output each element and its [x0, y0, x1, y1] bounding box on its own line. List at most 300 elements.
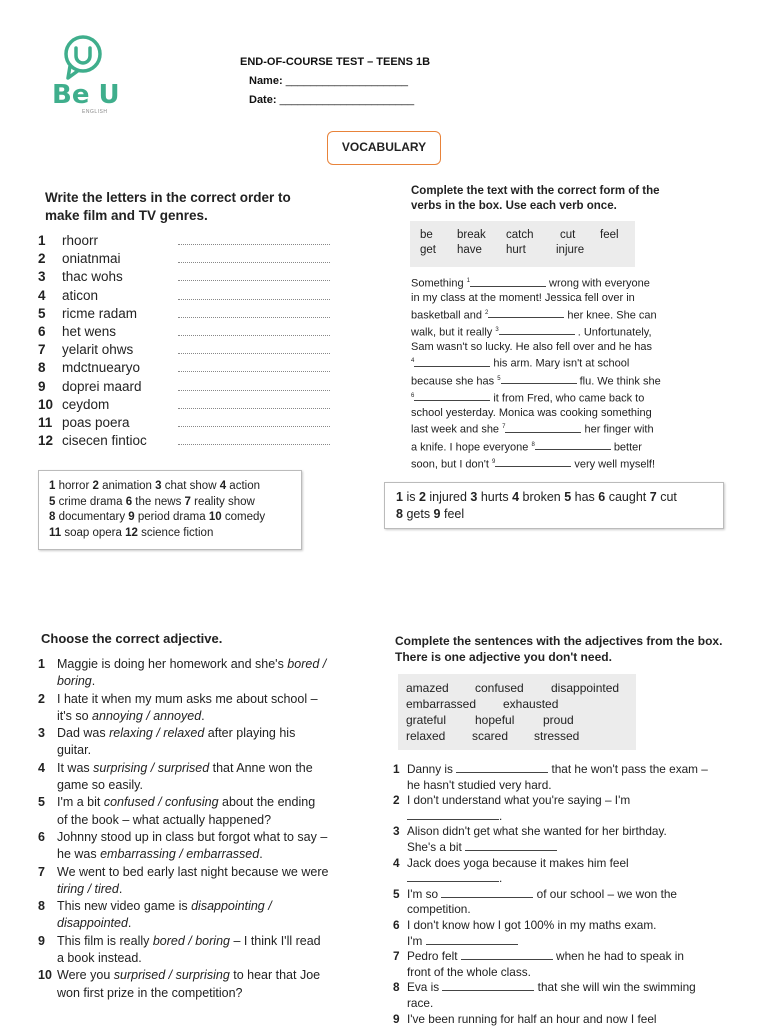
ex4-list — [393, 762, 728, 1027]
adjective-question — [38, 898, 373, 933]
gap-blank[interactable] — [465, 841, 557, 851]
item-number: 5 — [393, 887, 407, 918]
text-line — [411, 274, 676, 291]
verb-option: catch — [506, 229, 534, 241]
text-line — [411, 455, 676, 472]
name-line[interactable]: ____________________ — [286, 75, 408, 87]
speech-bubble-logo-icon — [60, 34, 106, 80]
scrambled-word-row — [38, 324, 338, 342]
sentence-line — [407, 871, 629, 887]
sentence-line — [407, 809, 630, 825]
item-number: 4 — [38, 760, 57, 795]
adjective-option: scared — [472, 728, 508, 744]
adjective-choice[interactable]: annoying / annoyed — [92, 709, 201, 723]
name-label: Name: — [249, 75, 283, 87]
adjective-option: exhausted — [503, 696, 558, 712]
sentence-line — [407, 762, 708, 778]
name-row — [249, 75, 408, 87]
text-segment: I hate it when my mum asks me about school – — [57, 692, 318, 706]
answer-text: science fiction — [141, 527, 213, 539]
ex2-instruction-line: verbs in the box. Use each verb once. — [411, 199, 660, 214]
scrambled-word: ricme radam — [62, 306, 178, 321]
sentence-item — [393, 824, 728, 855]
verb-option: have — [457, 244, 482, 256]
adjective-choice[interactable]: boring — [57, 674, 92, 688]
sentence-item — [393, 762, 728, 793]
text-segment: This new video game is — [57, 899, 191, 913]
text-line — [411, 420, 676, 437]
text-segment: I'm so — [407, 887, 441, 901]
verb-option: cut — [560, 229, 575, 241]
answer-line[interactable] — [178, 363, 330, 372]
text-segment: . — [119, 882, 122, 896]
answer-line[interactable] — [178, 400, 330, 409]
adjective-question — [38, 725, 373, 760]
answer-text: gets — [406, 507, 433, 521]
question-line — [57, 898, 272, 915]
text-segment: I don't know how I got 100% in my maths exam. — [407, 918, 656, 932]
answer-line-row — [49, 495, 291, 511]
question-text — [57, 933, 321, 968]
sentence-item — [393, 793, 728, 824]
text-line — [411, 291, 676, 306]
item-number: 2 — [38, 691, 57, 726]
sentence-line — [407, 980, 696, 996]
sentence-line — [407, 934, 656, 950]
answer-text: the news — [135, 496, 184, 508]
sentence-text — [407, 762, 708, 793]
adjective-choice[interactable]: disappointed — [57, 916, 128, 930]
text-segment: his arm. Mary isn't at school — [493, 358, 629, 370]
scrambled-word-row — [38, 433, 338, 451]
adjective-row — [406, 696, 636, 712]
question-text — [57, 794, 315, 829]
gap-blank[interactable] — [488, 308, 564, 318]
text-segment: – I think I'll read — [230, 934, 321, 948]
text-segment: Jack does yoga because it makes him feel — [407, 856, 629, 870]
verb-option: be — [420, 229, 433, 241]
text-segment: won first prize in the competition? — [57, 986, 243, 1000]
adjective-choice[interactable]: tiring / tired — [57, 882, 119, 896]
answer-text: hurts — [481, 490, 512, 504]
text-segment: I'm a bit — [57, 795, 104, 809]
sentence-line — [407, 840, 667, 856]
answer-number: 12 — [125, 527, 141, 539]
text-segment: about the ending — [219, 795, 316, 809]
answer-line[interactable] — [178, 272, 330, 281]
adjective-choice[interactable]: surprising / surprised — [93, 761, 209, 775]
answer-line[interactable] — [178, 291, 330, 300]
adjective-option: amazed — [406, 680, 449, 696]
ex4-adjective-box — [398, 674, 636, 750]
sentence-item — [393, 856, 728, 887]
gap-number: 6 — [411, 393, 414, 399]
question-line — [57, 691, 318, 708]
text-segment: . — [499, 809, 502, 823]
text-line — [411, 306, 676, 323]
adjective-question — [38, 760, 373, 795]
item-number: 3 — [38, 269, 62, 284]
adjective-question — [38, 864, 373, 899]
scrambled-word: rhoorr — [62, 233, 178, 248]
gap-number: 3 — [495, 327, 498, 333]
answer-number: 6 — [598, 490, 608, 504]
logo-sub: ENGLISH — [82, 109, 107, 115]
answer-line[interactable] — [178, 236, 330, 245]
gap-blank[interactable] — [495, 457, 571, 467]
gap-number: 7 — [502, 424, 505, 430]
item-number: 6 — [393, 918, 407, 949]
text-segment: that Anne won the — [209, 761, 313, 775]
text-segment: Sam wasn't so lucky. He also fell over and he has — [411, 341, 652, 353]
adjective-option: relaxed — [406, 728, 445, 744]
sentence-text — [407, 856, 629, 887]
sentence-text — [407, 793, 630, 824]
text-line — [411, 372, 676, 389]
scrambled-word: het wens — [62, 324, 178, 339]
adjective-row — [406, 712, 636, 728]
answer-line[interactable] — [178, 327, 330, 336]
logo-brand: Be U — [52, 80, 120, 110]
text-segment: front of the whole class. — [407, 965, 531, 979]
question-line — [57, 915, 272, 932]
scrambled-word-row — [38, 342, 338, 360]
text-segment: . — [259, 847, 262, 861]
question-text — [57, 898, 272, 933]
date-line[interactable]: ______________________ — [280, 94, 415, 106]
ex3-list — [38, 656, 373, 1002]
answer-text: reality show — [194, 496, 255, 508]
sentence-line — [407, 996, 696, 1012]
gap-blank[interactable] — [501, 374, 577, 384]
sentence-text — [407, 1012, 657, 1027]
text-segment: after playing his — [204, 726, 295, 740]
adjective-choice[interactable]: bored / boring — [153, 934, 230, 948]
text-segment: in my class at the moment! Jessica fell over in — [411, 292, 635, 304]
adjective-row — [406, 680, 636, 696]
text-segment: when he had to speak in — [553, 949, 684, 963]
gap-blank[interactable] — [414, 357, 490, 367]
gap-blank[interactable] — [441, 888, 533, 898]
text-segment: It was — [57, 761, 93, 775]
text-segment: very well myself! — [574, 458, 655, 470]
text-segment: flu. We think she — [580, 375, 661, 387]
adjective-option: stressed — [534, 728, 579, 744]
item-number: 11 — [38, 415, 62, 430]
gap-blank[interactable] — [414, 391, 490, 401]
verb-option: feel — [600, 229, 619, 241]
sentence-line — [407, 949, 684, 965]
scrambled-word-row — [38, 269, 338, 287]
text-segment: that he won't pass the exam – — [548, 762, 708, 776]
gap-blank[interactable] — [535, 440, 611, 450]
sentence-line — [407, 824, 667, 840]
answer-number: 8 — [49, 511, 59, 523]
answer-line[interactable] — [178, 382, 330, 391]
scrambled-word-row — [38, 288, 338, 306]
ex1-answers — [39, 471, 301, 549]
adjective-choice[interactable]: disappointing / — [191, 899, 272, 913]
answer-line[interactable] — [178, 436, 330, 445]
logo — [48, 34, 118, 116]
scrambled-word: yelarit ohws — [62, 342, 178, 357]
gap-number: 2 — [485, 310, 488, 316]
scrambled-word-row — [38, 360, 338, 378]
gap-blank[interactable] — [505, 423, 581, 433]
adjective-choice[interactable]: embarrassing / embarrassed — [100, 847, 259, 861]
answer-line[interactable] — [178, 345, 330, 354]
answer-text: is — [406, 490, 419, 504]
answer-number: 7 — [650, 490, 660, 504]
gap-blank[interactable] — [426, 935, 518, 945]
answer-number: 10 — [209, 511, 225, 523]
answer-text: animation — [102, 480, 155, 492]
text-segment: race. — [407, 996, 433, 1010]
text-segment: he hasn't studied very hard. — [407, 778, 552, 792]
text-segment: it from Fred, who came back to — [493, 392, 644, 404]
scrambled-word: mdctnuearyo — [62, 360, 178, 375]
scrambled-word: aticon — [62, 288, 178, 303]
ex4-instruction-line: There is one adjective you don't need. — [395, 650, 722, 666]
item-number: 10 — [38, 397, 62, 412]
answer-number: 3 — [470, 490, 480, 504]
date-row — [249, 94, 414, 106]
item-number: 8 — [393, 980, 407, 1011]
question-line — [57, 967, 320, 984]
text-line — [411, 389, 676, 406]
text-segment: Danny is — [407, 762, 456, 776]
scrambled-word: doprei maard — [62, 379, 178, 394]
ex2-text — [411, 274, 676, 472]
text-line — [411, 438, 676, 455]
answer-text: soap opera — [64, 527, 125, 539]
text-segment: basketball and — [411, 309, 485, 321]
gap-number: 5 — [497, 376, 500, 382]
text-segment: This film is really — [57, 934, 153, 948]
scrambled-word-row — [38, 251, 338, 269]
answer-line[interactable] — [178, 418, 330, 427]
verb-option: get — [420, 244, 436, 256]
text-segment: her finger with — [584, 424, 653, 436]
text-segment: She's a bit — [407, 840, 465, 854]
sentence-item — [393, 887, 728, 918]
text-segment: . — [92, 674, 95, 688]
question-line — [57, 950, 321, 967]
text-segment: Were you — [57, 968, 114, 982]
text-segment: . — [499, 871, 502, 885]
sentence-line — [407, 902, 677, 918]
question-line — [57, 725, 295, 742]
sentence-item — [393, 980, 728, 1011]
ex2-instruction-line: Complete the text with the correct form of the — [411, 184, 660, 199]
adjective-choice[interactable]: surprised / surprising — [114, 968, 230, 982]
item-number: 4 — [38, 288, 62, 303]
text-segment: Something — [411, 278, 467, 290]
ex1-instruction — [45, 189, 291, 225]
item-number: 7 — [393, 949, 407, 980]
answer-text: feel — [444, 507, 464, 521]
scrambled-word: ceydom — [62, 397, 178, 412]
ex2-answer-box — [384, 482, 724, 529]
text-segment: competition. — [407, 902, 471, 916]
date-label: Date: — [249, 94, 277, 106]
sentence-text — [407, 949, 684, 980]
sentence-line — [407, 1012, 657, 1027]
answer-text: documentary — [59, 511, 129, 523]
sentence-item — [393, 918, 728, 949]
question-line — [57, 794, 315, 811]
question-text — [57, 725, 295, 760]
adjective-choice[interactable]: bored / — [287, 657, 326, 671]
verb-option: injure — [556, 244, 584, 256]
item-number: 10 — [38, 967, 57, 1002]
question-line — [57, 829, 327, 846]
adjective-option: confused — [475, 680, 524, 696]
text-segment: Alison didn't get what she wanted for her birthday. — [407, 824, 667, 838]
text-segment: Maggie is doing her homework and she's — [57, 657, 287, 671]
gap-blank[interactable] — [456, 763, 548, 773]
answer-number: 9 — [434, 507, 444, 521]
sentence-line — [407, 856, 629, 872]
text-segment: walk, but it really — [411, 326, 495, 338]
question-text — [57, 691, 318, 726]
sentence-item — [393, 949, 728, 980]
ex2-answers-row — [396, 507, 464, 521]
gap-blank[interactable] — [499, 325, 575, 335]
item-number: 1 — [38, 656, 57, 691]
text-segment: of our school – we won the — [533, 887, 677, 901]
item-number: 9 — [393, 1012, 407, 1027]
item-number: 7 — [38, 864, 57, 899]
sentence-item — [393, 1012, 728, 1027]
answer-text: comedy — [225, 511, 265, 523]
answer-number: 11 — [49, 527, 64, 539]
sentence-line — [407, 918, 656, 934]
gap-blank[interactable] — [407, 872, 499, 882]
verb-option: break — [457, 229, 486, 241]
gap-blank[interactable] — [442, 981, 534, 991]
answer-number: 1 — [396, 490, 406, 504]
ex2-instruction — [411, 184, 660, 214]
sentence-line — [407, 778, 708, 794]
text-segment: I'm — [407, 934, 426, 948]
text-segment: he was — [57, 847, 100, 861]
gap-blank[interactable] — [461, 950, 553, 960]
gap-blank[interactable] — [407, 810, 499, 820]
gap-blank[interactable] — [470, 277, 546, 287]
sentence-text — [407, 887, 677, 918]
gap-number: 1 — [467, 278, 470, 284]
scrambled-word: thac wohs — [62, 269, 178, 284]
question-line — [57, 933, 321, 950]
answer-line-row — [49, 510, 291, 526]
item-number: 5 — [38, 306, 62, 321]
question-text — [57, 864, 328, 899]
text-segment: better — [614, 441, 642, 453]
text-segment: game so easily. — [57, 778, 143, 792]
item-number: 4 — [393, 856, 407, 887]
answer-line[interactable] — [178, 309, 330, 318]
answer-number: 1 — [49, 480, 59, 492]
text-segment: school yesterday. Monica was cooking something — [411, 407, 652, 419]
gap-number: 8 — [531, 442, 534, 448]
text-segment: a knife. I hope everyone — [411, 441, 531, 453]
text-segment: Eva is — [407, 980, 442, 994]
text-segment: last week and she — [411, 424, 502, 436]
answer-number: 4 — [512, 490, 522, 504]
text-segment: because she has — [411, 375, 497, 387]
question-line — [57, 760, 313, 777]
text-segment: her knee. She can — [567, 309, 656, 321]
ex1-instruction-line: Write the letters in the correct order to — [45, 189, 291, 207]
adjective-option: embarrassed — [406, 696, 476, 712]
answer-text: action — [229, 480, 260, 492]
answer-text: has — [575, 490, 599, 504]
item-number: 3 — [38, 725, 57, 760]
text-segment: soon, but I don't — [411, 458, 492, 470]
text-segment: I've been running for half an hour and now I feel — [407, 1012, 657, 1026]
section-title: VOCABULARY — [327, 131, 441, 165]
question-text — [57, 760, 313, 795]
text-line — [411, 340, 676, 355]
scrambled-word-row — [38, 397, 338, 415]
question-line — [57, 846, 327, 863]
text-segment: . — [201, 709, 204, 723]
scrambled-word: poas poera — [62, 415, 178, 430]
ex1-instruction-line: make film and TV genres. — [45, 207, 291, 225]
answer-number: 3 — [155, 480, 165, 492]
ex3-instruction: Choose the correct adjective. — [41, 631, 222, 646]
question-text — [57, 829, 327, 864]
item-number: 8 — [38, 898, 57, 933]
answer-text: chat show — [165, 480, 220, 492]
question-line — [57, 742, 295, 759]
adjective-choice[interactable]: confused / confusing — [104, 795, 219, 809]
adjective-row — [406, 728, 636, 744]
scrambled-word: oniatnmai — [62, 251, 178, 266]
text-segment: a book instead. — [57, 951, 142, 965]
adjective-option: disappointed — [551, 680, 619, 696]
adjective-option: hopeful — [475, 712, 514, 728]
text-line — [411, 354, 676, 371]
adjective-choice[interactable]: relaxing / relaxed — [109, 726, 204, 740]
answer-number: 7 — [185, 496, 195, 508]
question-text — [57, 656, 326, 691]
item-number: 6 — [38, 324, 62, 339]
sentence-text — [407, 824, 667, 855]
test-title: END-OF-COURSE TEST – TEENS 1B — [240, 56, 430, 68]
ex4-instruction-line: Complete the sentences with the adjectives from the box. — [395, 634, 722, 650]
answer-number: 5 — [49, 496, 59, 508]
item-number: 1 — [38, 233, 62, 248]
answer-number: 4 — [220, 480, 230, 492]
text-segment: I don't understand what you're saying – I'm — [407, 793, 630, 807]
question-line — [57, 656, 326, 673]
item-number: 9 — [38, 933, 57, 968]
text-line — [411, 323, 676, 340]
answer-text: period drama — [138, 511, 209, 523]
item-number: 6 — [38, 829, 57, 864]
answer-text: caught — [609, 490, 650, 504]
question-line — [57, 985, 320, 1002]
answer-line[interactable] — [178, 254, 330, 263]
item-number: 9 — [38, 379, 62, 394]
gap-number: 9 — [492, 459, 495, 465]
ex4-instruction — [395, 634, 722, 665]
item-number: 5 — [38, 794, 57, 829]
adjective-question — [38, 794, 373, 829]
item-number: 8 — [38, 360, 62, 375]
